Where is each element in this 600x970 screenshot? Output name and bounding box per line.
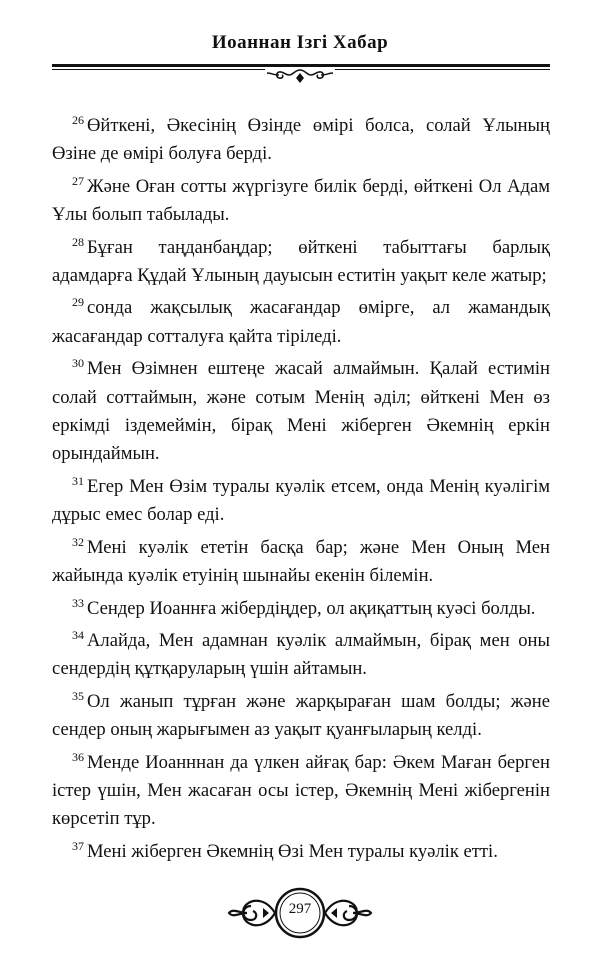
verse-text: Өйткені, Әкесінің Өзінде өмірі болса, солай Ұлының Өзіне де өмірі болуға берді.: [52, 115, 550, 165]
verse: [52, 749, 550, 834]
verse-number: 36: [72, 749, 84, 764]
verse-number: 35: [72, 688, 84, 703]
verse-text: Егер Мен Өзім туралы куәлік етсем, онда Менің куәлігім дұрыс емес болар еді.: [52, 475, 550, 526]
page-number: 297: [288, 901, 312, 917]
verse: [52, 173, 550, 230]
verse-text: Сендер Иоаннға жібердіңдер, ол ақиқаттың куәсі болды.: [87, 597, 536, 619]
verse-text: Мені куәлік ететін басқа бар; және Мен Оның Мен жайында куәлік етуінің шынайы екенін білемін.: [52, 536, 550, 587]
verse: [52, 355, 550, 469]
verse: [52, 627, 550, 684]
verse: [52, 688, 550, 745]
verse-number: 28: [72, 234, 84, 249]
verse: [52, 473, 550, 530]
verse-text: Мені жіберген Әкемнің Өзі Мен туралы куәлік етті.: [87, 840, 498, 862]
verse-number: 26: [72, 113, 84, 127]
verse-text: Мен Өзімнен ештеңе жасай алмаймын. Қалай естимін солай соттаймын, және сотым Менің әділ; өйткені Мен өз еркімді іздемеймін, бірақ Мені жіберген Әкемнің еркін орындаймын.: [52, 358, 550, 465]
verse-number: 31: [72, 473, 84, 488]
verse-text: Ол жанып тұрған және жарқыраған шам болды; және сендер оның жарығымен аз уақыт қуанғыларың келді.: [52, 690, 550, 741]
verse-text: Және Оған сотты жүргізуге билік берді, өйткені Ол Адам Ұлы болып табылады.: [52, 175, 550, 226]
verse-number: 33: [72, 595, 84, 610]
verse: [52, 112, 550, 169]
verse-text: Алайда, Мен адамнан куәлік алмаймын, бірақ мен оны сендердің құтқаруларың үшін айтамын.: [52, 629, 550, 680]
verse-number: 34: [72, 627, 84, 642]
verse: [52, 838, 550, 866]
verse: [52, 234, 550, 291]
verse-number: 37: [72, 838, 84, 853]
verse-text: Менде Иоанннан да үлкен айғақ бар: Әкем Маған берген істер үшін, Мен жасаған осы істер, Әкемнің Мені жібергенін көрсетіп тұр.: [52, 751, 550, 830]
verse: [52, 534, 550, 591]
header-ornament-icon: [265, 67, 335, 85]
verse: [52, 595, 550, 623]
verse-number: 27: [72, 173, 84, 188]
verse: [52, 294, 550, 351]
verse-number: 29: [72, 295, 84, 310]
verse-text: сонда жақсылық жасағандар өмірге, ал жамандық жасағандар сотталуға қайта тіріледі.: [52, 297, 550, 347]
verse-number: 30: [72, 356, 84, 371]
verse-number: 32: [72, 534, 84, 549]
running-title: Иоаннан Ізгі Хабар: [211, 32, 389, 53]
verse-text-block: [52, 112, 550, 870]
verse-text: Бұған таңданбаңдар; өйткені табыттағы барлық адамдарға Құдай Ұлының дауысын еститін уақыт келе жатыр;: [52, 236, 550, 287]
